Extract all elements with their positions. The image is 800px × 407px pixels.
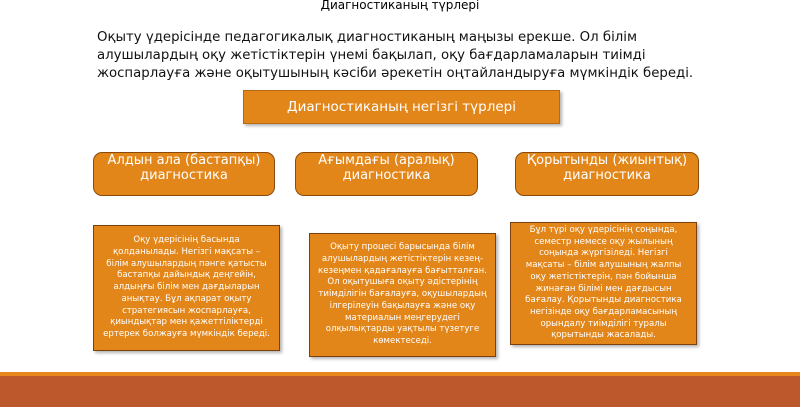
description-preliminary: [93, 225, 280, 351]
type-box-preliminary: [93, 152, 275, 196]
type-label: Ағымдағы (аралық) диагностика: [318, 153, 455, 183]
description-final: [510, 222, 697, 345]
footer-band: [0, 376, 800, 407]
description-text: Бұл түрі оқу үдерісінің соңында, семестр немесе оқу жылының соңында жүргізіледі. Негізгі мақсаты – білім алушының жалпы оқу жетістіктерін, пән бойынша жинаған білімі мен дағдысын бағалау. Қорытынды диагностика негізінде оқу бағдарламасының орындалу тиімділігі туралы қорытынды жасалады.: [525, 224, 682, 341]
description-current: [309, 233, 496, 357]
main-header-box: [243, 90, 560, 124]
description-text: Оқу үдерісінің басында қолданылады. Негізгі мақсаты – білім алушылардың пәнге қатысты бастапқы дайындық деңгейін, алдыңғы білім мен дағдыларын анықтау. Бұл ақпарат оқыту стратегиясын жоспарлауға, қиындықтар мен қажеттіліктерді ертерек болжауға мүмкіндік береді.: [103, 235, 270, 339]
type-label: Алдын ала (бастапқы) диагностика: [107, 153, 261, 183]
intro-paragraph: Оқыту үдерісінде педагогикалық диагностиканың маңызы ерекше. Ол білім алушылардың оқу жетістіктерін үнемі бақылап, оқу бағдарламаларын тиімді жоспарлауға және оқытушының кәсіби әрекетін оңтайландыруға мүмкіндік береді.: [97, 30, 694, 81]
type-label: Қорытынды (жиынтық) диагностика: [526, 153, 688, 183]
type-box-current: [295, 152, 478, 196]
main-header-label: Диагностиканың негізгі түрлері: [287, 99, 516, 115]
type-box-final: [515, 152, 699, 196]
description-text: Оқыту процесі барысында білім алушылардың жетістіктерін кезең-кезеңмен қадағалауға бағытталған. Ол оқытушыға оқыту әдістерінің тиімділігін бағалауға, оқушылардың ілгерілеуін бақылауға және оқу материалын меңгерудегі олқылықтарды уақтылы түзетуге көмектеседі.: [318, 242, 487, 346]
slide-title: Диагностиканың түрлері: [320, 0, 480, 12]
